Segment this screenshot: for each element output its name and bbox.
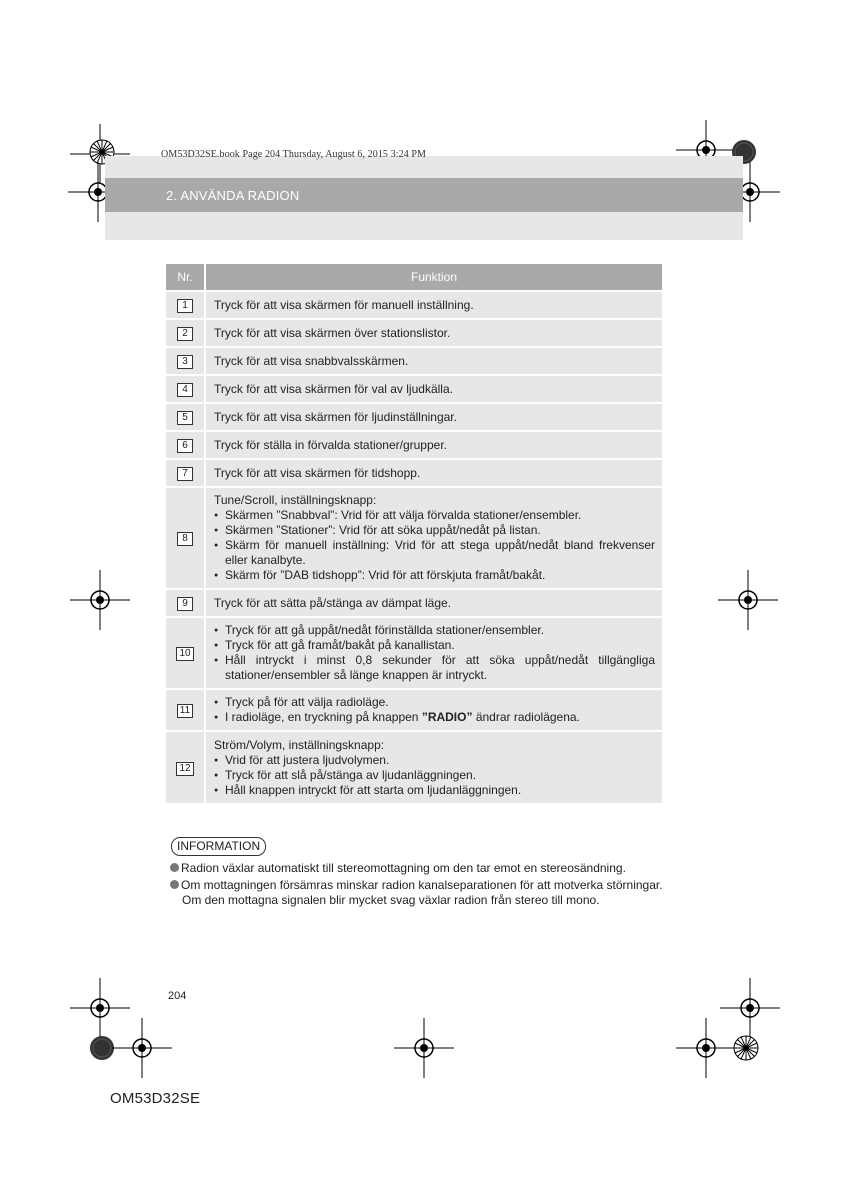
row-number: 8 (177, 532, 193, 546)
list-item-text: ändrar radiolägena. (472, 710, 580, 724)
registration-mark-bottom-right (676, 1018, 736, 1078)
bullet-dot-icon (170, 863, 179, 872)
table-row (166, 459, 662, 487)
list-item: ● Skärmen ”Snabbval”: Vrid för att välja förvalda stationer/ensembler. (214, 508, 655, 523)
list-item: ● Tryck för att slå på/stänga av ljudanläggningen. (214, 768, 655, 783)
row-text: Tryck för att visa skärmen över stationslistor. (205, 319, 662, 347)
bullet-list (214, 695, 655, 725)
list-item: ● Skärm för ”DAB tidshopp”: Vrid för att förskjuta framåt/bakåt. (214, 568, 655, 583)
table-row (166, 347, 662, 375)
table-row (166, 617, 662, 689)
list-item: ● Tryck för att gå framåt/bakåt på kanallistan. (214, 638, 655, 653)
row-text: Tryck för att visa skärmen för manuell inställning. (205, 291, 662, 319)
information-badge: INFORMATION (171, 837, 266, 856)
bullet-list (214, 623, 655, 683)
row-intro: Ström/Volym, inställningsknapp: (214, 737, 385, 752)
row-intro: Tune/Scroll, inställningsknapp: (214, 493, 377, 507)
table-row (166, 403, 662, 431)
function-table (166, 264, 662, 803)
list-item: ● Håll knappen intryckt för att starta om ljudanläggningen. (214, 783, 655, 798)
row-text: Tryck för att visa snabbvalsskärmen. (205, 347, 662, 375)
table-row (166, 731, 662, 803)
table-row (166, 487, 662, 589)
row-number: 7 (177, 467, 193, 481)
row-number: 6 (177, 439, 193, 453)
section-title: 2. ANVÄNDA RADION (166, 188, 300, 203)
bullet-list (214, 753, 655, 798)
row-number: 3 (177, 355, 193, 369)
starburst-mark-bottom-right (733, 1035, 759, 1061)
registration-mark-bottom-left (112, 1018, 172, 1078)
registration-mark-left-middle (70, 570, 130, 630)
registration-mark-bottom-center (394, 1018, 454, 1078)
column-header-function: Funktion (205, 264, 662, 291)
table-row (166, 319, 662, 347)
bullet-list (214, 508, 655, 583)
list-item: ● Tryck för att gå uppåt/nedåt förinställda stationer/ensembler. (214, 623, 655, 638)
table-row (166, 291, 662, 319)
list-item (214, 710, 655, 725)
row-number: 5 (177, 411, 193, 425)
information-item: Radion växlar automatiskt till stereomottagning om den tar emot en stereosändning. (170, 861, 665, 876)
print-info: OM53D32SE.book Page 204 Thursday, August 6, 2015 3:24 PM (161, 149, 427, 160)
column-header-nr: Nr. (166, 264, 205, 291)
information-item: Om mottagningen försämras minskar radion kanalseparationen för att motverka störningar. Om den mottagna signalen blir mycket svag växlar radion från stereo till mono. (170, 878, 665, 908)
row-text: Tryck för att visa skärmen för ljudinställningar. (205, 403, 662, 431)
list-item: ● Skärm för manuell inställning: Vrid för att stega uppåt/nedåt bland frekvenser eller kanalbyte. (214, 538, 655, 568)
row-number: 9 (177, 597, 193, 611)
table-row (166, 689, 662, 731)
bullet-dot-icon (170, 880, 179, 889)
registration-mark-right-middle (718, 570, 778, 630)
list-item-text: I radioläge, en tryckning på knappen (225, 710, 422, 724)
row-number: 10 (176, 647, 193, 661)
list-item: ● Tryck på för att välja radioläge. (214, 695, 655, 710)
row-number: 12 (176, 762, 193, 776)
row-number: 2 (177, 327, 193, 341)
row-number: 1 (177, 299, 193, 313)
row-text: Tryck för att visa skärmen för tidshopp. (205, 459, 662, 487)
list-item: ● Skärmen ”Stationer”: Vrid för att söka uppåt/nedåt på listan. (214, 523, 655, 538)
table-row (166, 375, 662, 403)
list-item: ● Vrid för att justera ljudvolymen. (214, 753, 655, 768)
row-text: Tryck för att sätta på/stänga av dämpat läge. (205, 589, 662, 617)
row-number: 4 (177, 383, 193, 397)
page-number: 204 (168, 990, 187, 1002)
document-code: OM53D32SE (110, 1090, 201, 1107)
table-row (166, 589, 662, 617)
table-row (166, 431, 662, 459)
radio-button-label: ”RADIO” (421, 710, 473, 724)
list-item: ● Håll intryckt i minst 0,8 sekunder för att söka uppåt/nedåt tillgängliga stationer/ensembler så länge knappen är intryckt. (214, 653, 655, 683)
row-text: Tryck för ställa in förvalda stationer/grupper. (205, 431, 662, 459)
row-text: Tryck för att visa skärmen för val av ljudkälla. (205, 375, 662, 403)
row-number: 11 (177, 704, 193, 718)
